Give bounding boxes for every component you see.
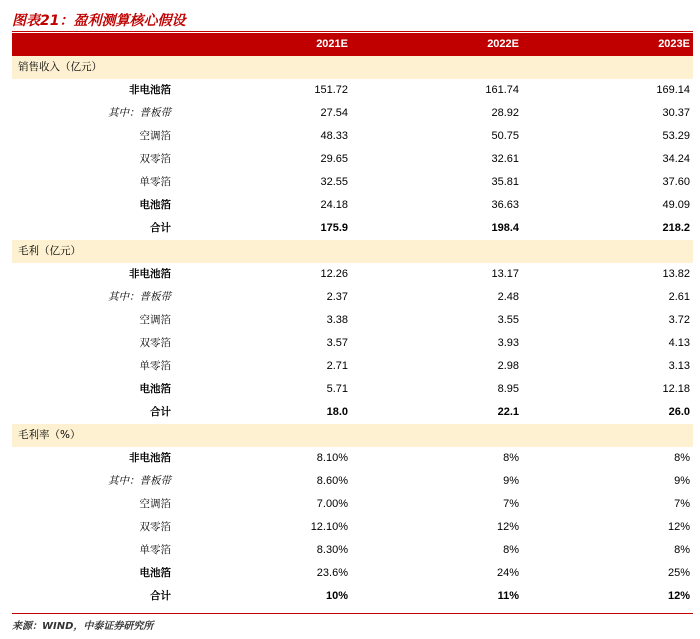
value-cell: 5.71 (326, 383, 348, 395)
value-cell: 50.75 (491, 130, 519, 142)
value-cell: 169.14 (656, 84, 690, 96)
row-label: 单零箔 (139, 544, 171, 556)
section-header-row (12, 424, 693, 447)
source-note: 来源：WIND，中泰证券研究所 (12, 621, 154, 632)
value-cell: 8% (674, 452, 690, 464)
table-row (12, 585, 693, 608)
table-row (12, 378, 693, 401)
value-cell: 2.71 (326, 360, 348, 372)
value-cell: 37.60 (662, 176, 690, 188)
row-label: 合计 (150, 590, 171, 602)
column-header-2022e: 2022E (351, 33, 522, 56)
row-label: 非电池箔 (129, 452, 171, 464)
header-row (12, 33, 693, 56)
value-cell: 8.10% (316, 452, 348, 464)
value-cell: 7% (503, 498, 519, 510)
value-cell: 3.72 (668, 314, 690, 326)
value-cell: 8.95 (497, 383, 519, 395)
table-row (12, 539, 693, 562)
bottom-rule (12, 613, 693, 614)
value-cell: 23.6% (316, 567, 348, 579)
value-cell: 30.37 (662, 107, 690, 119)
value-cell: 2.37 (326, 291, 348, 303)
table-row (12, 148, 693, 171)
section-header: 毛利（亿元） (12, 240, 693, 263)
value-cell: 26.0 (668, 406, 690, 418)
table-row (12, 263, 693, 286)
table-row (12, 355, 693, 378)
value-cell: 218.2 (662, 222, 690, 234)
section-header: 毛利率（%） (12, 424, 693, 447)
value-cell: 8% (503, 452, 519, 464)
table-row (12, 447, 693, 470)
row-label: 空调箔 (139, 130, 171, 142)
section-header-row (12, 240, 693, 263)
row-label: 其中：普板带 (108, 107, 171, 119)
row-label: 其中：普板带 (108, 475, 171, 487)
row-label: 非电池箔 (129, 84, 171, 96)
table-body (12, 56, 693, 608)
value-cell: 3.13 (668, 360, 690, 372)
header-blank-cell (12, 33, 181, 56)
table-row (12, 171, 693, 194)
row-label: 电池箔 (139, 567, 171, 579)
value-cell: 12% (496, 521, 519, 533)
value-cell: 161.74 (485, 84, 519, 96)
assumptions-table (12, 33, 693, 608)
value-cell: 151.72 (314, 84, 348, 96)
table-row (12, 332, 693, 355)
value-cell: 4.13 (668, 337, 690, 349)
row-label: 电池箔 (139, 383, 171, 395)
value-cell: 32.55 (320, 176, 348, 188)
value-cell: 175.9 (320, 222, 348, 234)
table-row (12, 125, 693, 148)
value-cell: 27.54 (320, 107, 348, 119)
row-label: 单零箔 (139, 176, 171, 188)
table-row (12, 102, 693, 125)
row-label: 合计 (150, 222, 171, 234)
value-cell: 9% (674, 475, 690, 487)
value-cell: 8% (503, 544, 519, 556)
title-rule (12, 31, 693, 32)
table-row (12, 79, 693, 102)
column-header-2021e: 2021E (181, 33, 351, 56)
table-row (12, 194, 693, 217)
column-header-2023e: 2023E (522, 33, 693, 56)
value-cell: 12.18 (662, 383, 690, 395)
table-row (12, 401, 693, 424)
row-label: 电池箔 (139, 199, 171, 211)
value-cell: 7% (674, 498, 690, 510)
value-cell: 29.65 (320, 153, 348, 165)
value-cell: 12.26 (320, 268, 348, 280)
value-cell: 10% (325, 590, 348, 602)
value-cell: 24.18 (320, 199, 348, 211)
row-label: 其中：普板带 (108, 291, 171, 303)
value-cell: 49.09 (662, 199, 690, 211)
value-cell: 3.93 (497, 337, 519, 349)
value-cell: 12% (667, 590, 690, 602)
row-label: 单零箔 (139, 360, 171, 372)
table-row (12, 562, 693, 585)
value-cell: 2.48 (497, 291, 519, 303)
value-cell: 198.4 (491, 222, 519, 234)
value-cell: 28.92 (491, 107, 519, 119)
value-cell: 22.1 (497, 406, 519, 418)
value-cell: 12% (667, 521, 690, 533)
section-header: 销售收入（亿元） (12, 56, 693, 79)
table-row (12, 516, 693, 539)
table-row (12, 493, 693, 516)
value-cell: 2.98 (497, 360, 519, 372)
value-cell: 3.38 (326, 314, 348, 326)
table-row (12, 217, 693, 240)
row-label: 双零箔 (139, 337, 171, 349)
value-cell: 3.55 (497, 314, 519, 326)
value-cell: 3.57 (326, 337, 348, 349)
value-cell: 8.60% (316, 475, 348, 487)
value-cell: 36.63 (491, 199, 519, 211)
row-label: 双零箔 (139, 521, 171, 533)
table-row (12, 470, 693, 493)
value-cell: 35.81 (491, 176, 519, 188)
value-cell: 25% (667, 567, 690, 579)
row-label: 空调箔 (139, 498, 171, 510)
value-cell: 8.30% (316, 544, 348, 556)
value-cell: 48.33 (320, 130, 348, 142)
value-cell: 11% (497, 590, 519, 602)
value-cell: 18.0 (326, 406, 348, 418)
value-cell: 9% (503, 475, 519, 487)
figure-title: 图表21：盈利测算核心假设 (12, 13, 186, 29)
table-row (12, 286, 693, 309)
section-header-row (12, 56, 693, 79)
value-cell: 12.10% (310, 521, 348, 533)
value-cell: 8% (674, 544, 690, 556)
value-cell: 53.29 (662, 130, 690, 142)
row-label: 空调箔 (139, 314, 171, 326)
table-row (12, 309, 693, 332)
value-cell: 13.17 (491, 268, 519, 280)
row-label: 双零箔 (139, 153, 171, 165)
value-cell: 32.61 (491, 153, 519, 165)
value-cell: 34.24 (662, 153, 690, 165)
value-cell: 7.00% (316, 498, 348, 510)
row-label: 非电池箔 (129, 268, 171, 280)
value-cell: 13.82 (662, 268, 690, 280)
row-label: 合计 (150, 406, 171, 418)
value-cell: 24% (496, 567, 519, 579)
value-cell: 2.61 (668, 291, 690, 303)
